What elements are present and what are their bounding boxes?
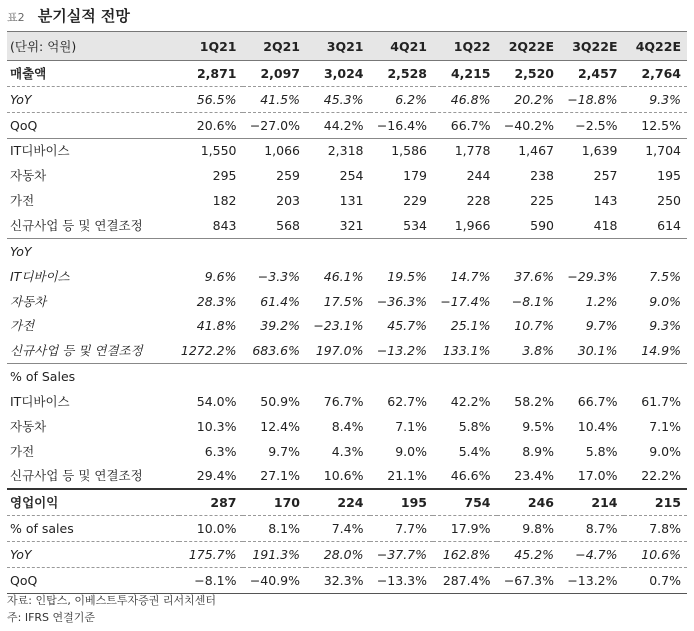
- table-cell: 42.2%: [450, 393, 491, 409]
- table-cell: 229: [403, 193, 427, 209]
- table-cell: 250: [657, 193, 681, 209]
- table-cell: 259: [276, 168, 300, 184]
- table-cell: 4,215: [450, 65, 491, 81]
- table-cell: 9.0%: [649, 293, 681, 309]
- table-row: [7, 439, 687, 464]
- table-cell: 50.9%: [260, 393, 300, 409]
- table-cell: 321: [339, 217, 364, 233]
- table-cell: 17.9%: [433, 516, 497, 542]
- table-cell: 4.3%: [331, 443, 364, 459]
- table-cell: 843: [212, 217, 237, 233]
- table-cell: 10.4%: [577, 418, 618, 434]
- row-label: % of sales: [7, 516, 179, 542]
- quarter-header: 4Q21: [370, 32, 434, 61]
- row-label: YoY: [7, 86, 179, 112]
- table-cell: 45.3%: [306, 86, 370, 112]
- table-row: [7, 364, 687, 389]
- table-cell: 2,764: [641, 65, 681, 81]
- table-row: [7, 313, 687, 338]
- table-cell: 6.3%: [204, 443, 237, 459]
- table-cell: 175.7%: [179, 542, 243, 568]
- table-cell: 14.7%: [450, 268, 491, 284]
- table-cell: 2,097: [260, 65, 300, 81]
- row-label: QoQ: [7, 567, 179, 593]
- row-label: % of Sales: [7, 364, 179, 389]
- table-cell: 29.4%: [196, 468, 237, 484]
- row-label: 매출액: [10, 65, 47, 81]
- table-row: [7, 86, 687, 112]
- quarter-header: 2Q22E: [497, 32, 561, 61]
- table-cell: [433, 238, 497, 263]
- table-cell: 1,550: [179, 138, 243, 163]
- table-cell: [560, 364, 624, 389]
- table-row: [7, 516, 687, 542]
- table-cell: −36.3%: [376, 293, 427, 309]
- table-cell: 45.7%: [387, 318, 427, 334]
- table-cell: 46.6%: [450, 468, 491, 484]
- table-cell: 246: [497, 489, 561, 515]
- table-cell: −16.4%: [370, 112, 434, 138]
- table-cell: 287: [179, 489, 243, 515]
- table-cell: −67.3%: [497, 567, 561, 593]
- table-cell: 1,966: [454, 217, 491, 233]
- table-cell: 7.1%: [649, 418, 681, 434]
- table-cell: 2,871: [196, 65, 237, 81]
- table-row: [7, 414, 687, 439]
- table-cell: −8.1%: [511, 293, 554, 309]
- table-cell: 1.2%: [585, 293, 618, 309]
- table-cell: [560, 238, 624, 263]
- table-row: [7, 264, 687, 289]
- table-row: [7, 112, 687, 138]
- table-cell: 568: [276, 217, 300, 233]
- row-label: 신규사업 등 및 연결조정: [10, 343, 143, 359]
- table-cell: 215: [624, 489, 688, 515]
- row-label: IT디바이스: [7, 138, 179, 163]
- table-cell: 76.7%: [323, 393, 364, 409]
- table-cell: 44.2%: [306, 112, 370, 138]
- table-row: [7, 213, 687, 238]
- table-header-row: [7, 32, 687, 61]
- table-cell: 10.6%: [323, 468, 364, 484]
- table-cell: 7.7%: [370, 516, 434, 542]
- quarter-header: 2Q21: [243, 32, 307, 61]
- table-row: [7, 464, 687, 490]
- table-cell: 0.7%: [624, 567, 688, 593]
- table-cell: 162.8%: [433, 542, 497, 568]
- table-cell: 58.2%: [514, 393, 554, 409]
- table-cell: 54.0%: [196, 393, 237, 409]
- table-cell: −40.2%: [497, 112, 561, 138]
- table-cell: 683.6%: [252, 343, 300, 359]
- row-label: QoQ: [7, 112, 179, 138]
- quarter-header: 1Q21: [179, 32, 243, 61]
- table-cell: 287.4%: [433, 567, 497, 593]
- table-cell: [179, 364, 243, 389]
- table-cell: 295: [212, 168, 237, 184]
- table-row: [7, 567, 687, 593]
- quarter-header: 3Q22E: [560, 32, 624, 61]
- table-cell: 9.7%: [585, 318, 618, 334]
- table-cell: −23.1%: [313, 318, 364, 334]
- table-cell: −37.7%: [370, 542, 434, 568]
- table-cell: 131: [339, 193, 364, 209]
- row-label: 신규사업 등 및 연결조정: [10, 468, 143, 484]
- table-cell: 238: [530, 168, 554, 184]
- row-label: YoY: [7, 238, 179, 263]
- row-label: 자동차: [10, 293, 47, 309]
- row-label: 자동차: [10, 418, 47, 434]
- figure-title: [7, 4, 130, 28]
- table-cell: [433, 364, 497, 389]
- row-label: 가전: [10, 193, 35, 209]
- table-cell: 10.6%: [624, 542, 688, 568]
- table-cell: 5.4%: [458, 443, 491, 459]
- table-cell: [179, 238, 243, 263]
- table-cell: 12.5%: [624, 112, 688, 138]
- quarter-header: 3Q21: [306, 32, 370, 61]
- row-label: 가전: [10, 443, 35, 459]
- table-row: [7, 542, 687, 568]
- table-cell: 5.8%: [585, 443, 618, 459]
- table-cell: 5.8%: [458, 418, 491, 434]
- table-cell: 32.3%: [306, 567, 370, 593]
- table-cell: −13.2%: [560, 567, 624, 593]
- table-cell: 9.8%: [497, 516, 561, 542]
- table-cell: 1,467: [497, 138, 561, 163]
- table-cell: −2.5%: [560, 112, 624, 138]
- table-row: [7, 188, 687, 213]
- table-row: [7, 289, 687, 314]
- table-cell: 3,024: [323, 65, 364, 81]
- table-cell: 20.2%: [497, 86, 561, 112]
- table-cell: 2,520: [514, 65, 554, 81]
- table-cell: 203: [276, 193, 300, 209]
- table-row: [7, 489, 687, 515]
- table-cell: [624, 238, 688, 263]
- table-cell: 30.1%: [577, 343, 618, 359]
- table-cell: −8.1%: [179, 567, 243, 593]
- table-cell: 46.8%: [433, 86, 497, 112]
- table-cell: 8.9%: [522, 443, 554, 459]
- quarter-header: 1Q22: [433, 32, 497, 61]
- table-cell: −13.3%: [370, 567, 434, 593]
- table-cell: 179: [403, 168, 427, 184]
- table-cell: 182: [212, 193, 237, 209]
- row-label: 자동차: [10, 168, 47, 184]
- table-cell: 228: [466, 193, 491, 209]
- table-cell: 61.7%: [641, 393, 681, 409]
- table-cell: 41.8%: [196, 318, 237, 334]
- table-cell: [306, 238, 370, 263]
- table-cell: −13.2%: [376, 343, 427, 359]
- source-note: 자료: 인탑스, 이베스트투자증권 리서치센터: [7, 594, 216, 607]
- table-cell: 8.7%: [560, 516, 624, 542]
- table-cell: 9.0%: [395, 443, 427, 459]
- table-cell: 20.6%: [179, 112, 243, 138]
- table-cell: 7.4%: [306, 516, 370, 542]
- row-label: 가전: [10, 318, 35, 334]
- table-cell: 62.7%: [387, 393, 427, 409]
- table-cell: 46.1%: [323, 268, 364, 284]
- table-cell: 2,318: [306, 138, 370, 163]
- figure-title-text: 분기실적 전망: [37, 7, 130, 25]
- table-cell: 28.3%: [196, 293, 237, 309]
- table-cell: 8.1%: [243, 516, 307, 542]
- table-cell: [497, 364, 561, 389]
- table-cell: 66.7%: [577, 393, 618, 409]
- table-cell: 39.2%: [260, 318, 300, 334]
- table-cell: 534: [403, 217, 427, 233]
- table-cell: 66.7%: [433, 112, 497, 138]
- table-cell: 10.7%: [514, 318, 554, 334]
- table-cell: −29.3%: [567, 268, 618, 284]
- table-cell: −17.4%: [440, 293, 491, 309]
- row-label: IT디바이스: [10, 268, 70, 284]
- table-cell: 3.8%: [522, 343, 554, 359]
- table-cell: 21.1%: [387, 468, 427, 484]
- table-row: [7, 138, 687, 163]
- table-cell: 1272.2%: [180, 343, 237, 359]
- table-cell: [624, 364, 688, 389]
- table-cell: 9.0%: [649, 443, 681, 459]
- table-cell: 2,528: [387, 65, 427, 81]
- table-cell: 257: [593, 168, 618, 184]
- table-cell: 7.5%: [649, 268, 681, 284]
- table-cell: 61.4%: [260, 293, 300, 309]
- table-cell: [497, 238, 561, 263]
- table-cell: −4.7%: [560, 542, 624, 568]
- table-cell: 9.3%: [649, 318, 681, 334]
- table-cell: 41.5%: [243, 86, 307, 112]
- table-cell: 12.4%: [260, 418, 300, 434]
- table-row: [7, 61, 687, 87]
- table-cell: 22.2%: [641, 468, 681, 484]
- table-cell: −27.0%: [243, 112, 307, 138]
- table-cell: 9.5%: [522, 418, 554, 434]
- table-cell: 2,457: [577, 65, 618, 81]
- table-cell: 1,778: [433, 138, 497, 163]
- table-cell: 191.3%: [243, 542, 307, 568]
- table-row: [7, 163, 687, 188]
- table-cell: [370, 364, 434, 389]
- table-row: [7, 389, 687, 414]
- row-label: 신규사업 등 및 연결조정: [10, 217, 143, 233]
- table-cell: 10.0%: [179, 516, 243, 542]
- table-cell: 214: [560, 489, 624, 515]
- table-cell: 1,704: [624, 138, 688, 163]
- table-cell: 133.1%: [442, 343, 491, 359]
- table-cell: 224: [306, 489, 370, 515]
- quarterly-forecast-table: [7, 31, 687, 594]
- table-cell: −40.9%: [243, 567, 307, 593]
- table-cell: 28.0%: [306, 542, 370, 568]
- table-cell: 25.1%: [450, 318, 491, 334]
- table-cell: 195: [657, 168, 681, 184]
- table-cell: −18.8%: [560, 86, 624, 112]
- table-cell: 17.5%: [323, 293, 364, 309]
- notes: [7, 592, 216, 626]
- table-cell: 8.4%: [331, 418, 364, 434]
- table-cell: 37.6%: [514, 268, 554, 284]
- table-cell: 14.9%: [641, 343, 681, 359]
- table-cell: 614: [657, 217, 681, 233]
- table-cell: [306, 364, 370, 389]
- table-cell: 7.1%: [395, 418, 427, 434]
- basis-note: 주: IFRS 연결기준: [7, 611, 96, 624]
- table-cell: 1,066: [243, 138, 307, 163]
- table-cell: 19.5%: [387, 268, 427, 284]
- figure-tag: 표2: [7, 11, 25, 24]
- table-cell: [243, 364, 307, 389]
- table-cell: 1,639: [560, 138, 624, 163]
- table-cell: 45.2%: [497, 542, 561, 568]
- table-cell: 754: [433, 489, 497, 515]
- table-cell: 197.0%: [315, 343, 364, 359]
- table-cell: 17.0%: [577, 468, 618, 484]
- table-cell: 7.8%: [624, 516, 688, 542]
- table-row: [7, 338, 687, 363]
- table-cell: 9.7%: [268, 443, 300, 459]
- table-cell: −3.3%: [257, 268, 300, 284]
- table-cell: 1,586: [370, 138, 434, 163]
- table-cell: 9.6%: [204, 268, 237, 284]
- table-cell: 170: [243, 489, 307, 515]
- table-cell: 143: [593, 193, 618, 209]
- table-cell: 254: [339, 168, 364, 184]
- table-cell: 10.3%: [196, 418, 237, 434]
- unit-header: (단위: 억원): [7, 32, 179, 61]
- table-row: [7, 238, 687, 263]
- table-cell: 27.1%: [260, 468, 300, 484]
- row-label: 영업이익: [7, 489, 179, 515]
- table-cell: 244: [466, 168, 491, 184]
- table-cell: 9.3%: [624, 86, 688, 112]
- row-label: YoY: [7, 542, 179, 568]
- table-cell: 6.2%: [370, 86, 434, 112]
- row-label: IT디바이스: [10, 393, 70, 409]
- table-cell: 225: [530, 193, 554, 209]
- table-cell: 418: [593, 217, 618, 233]
- table-cell: 590: [530, 217, 554, 233]
- table-cell: [370, 238, 434, 263]
- table-cell: 56.5%: [179, 86, 243, 112]
- table-cell: [243, 238, 307, 263]
- table-cell: 23.4%: [514, 468, 554, 484]
- table-cell: 195: [370, 489, 434, 515]
- quarter-header: 4Q22E: [624, 32, 688, 61]
